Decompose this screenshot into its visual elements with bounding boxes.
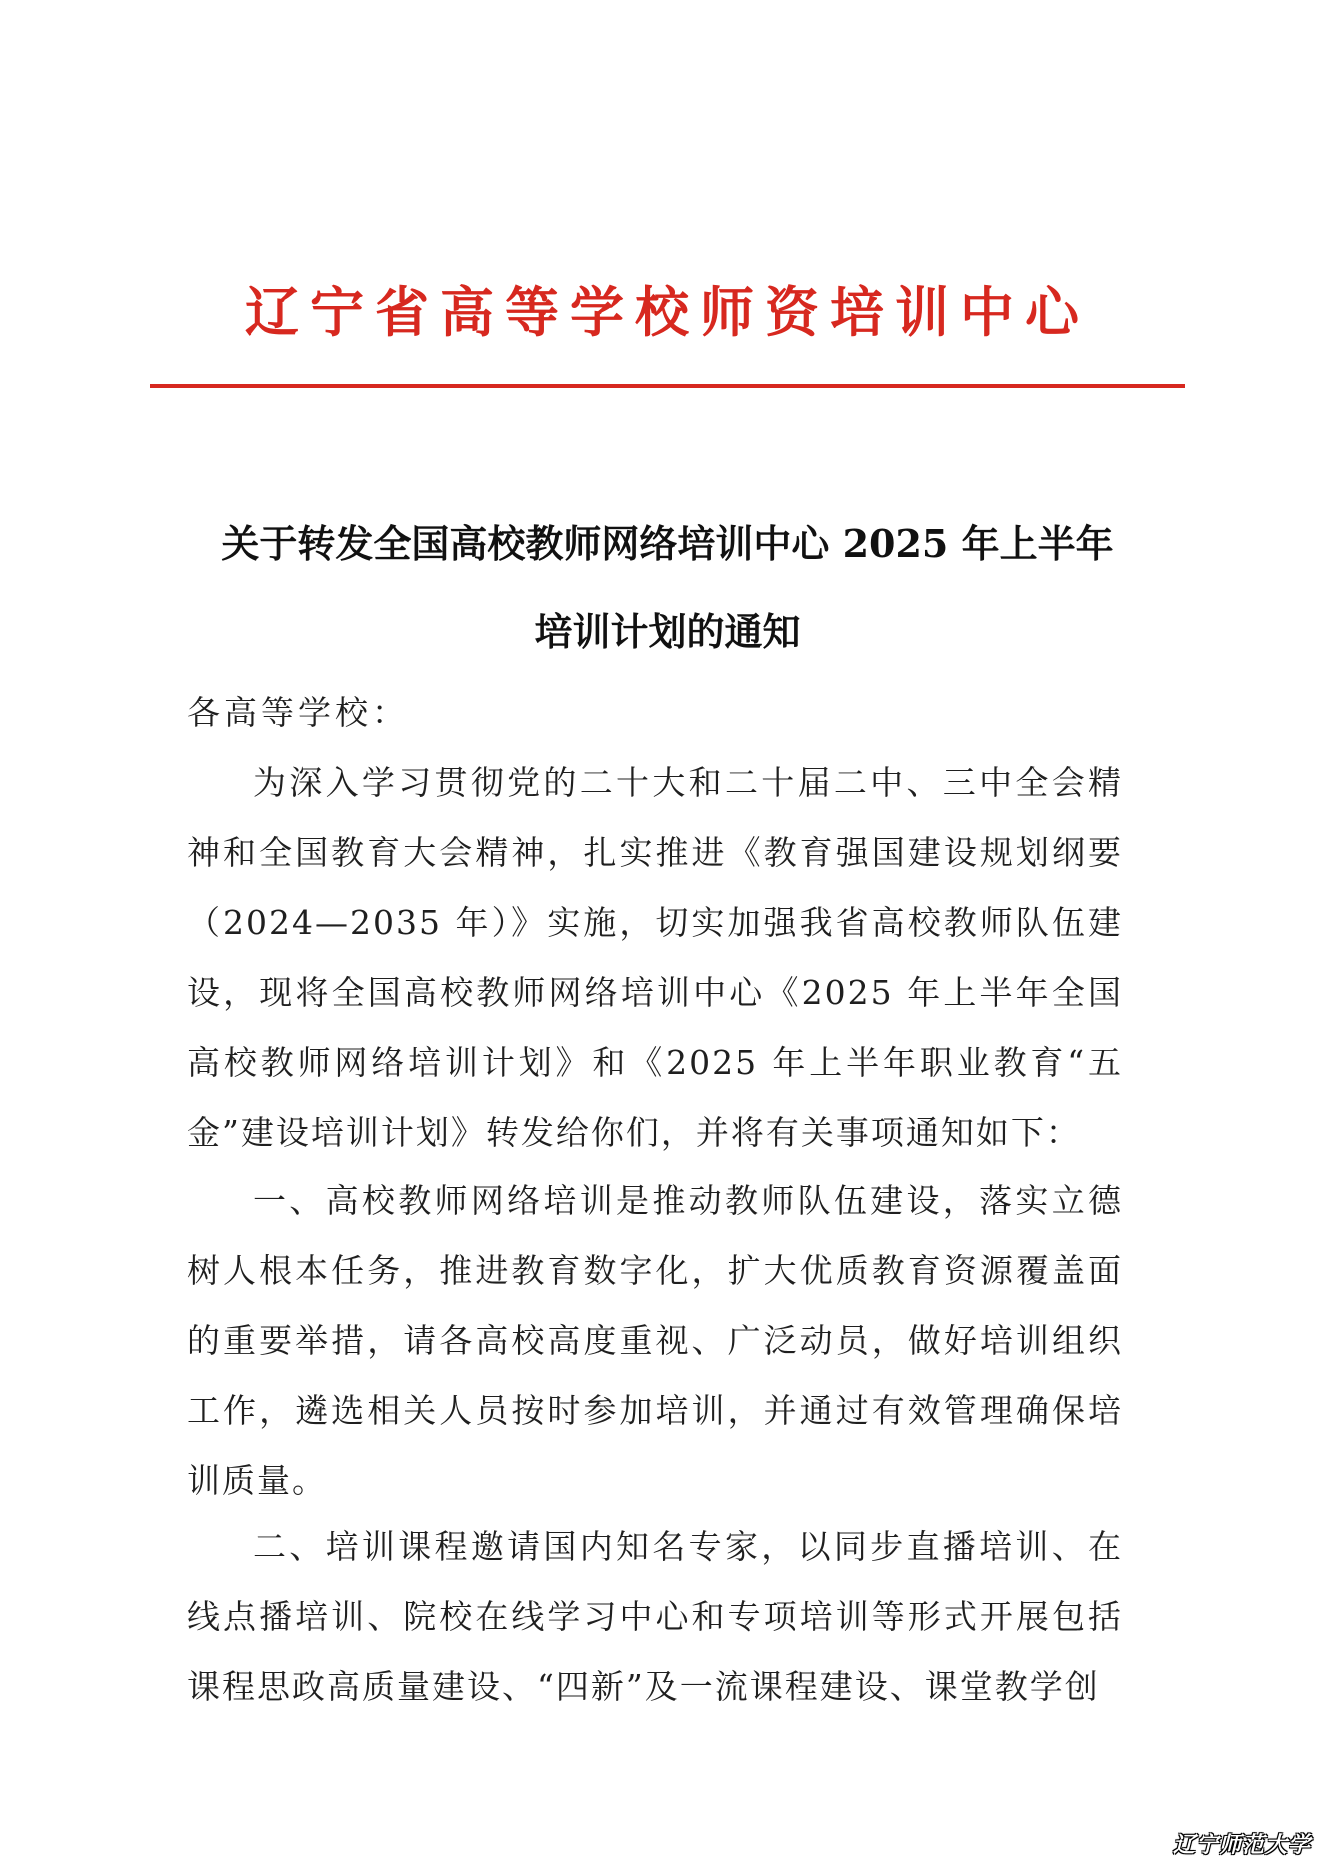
document-title-line2: 培训计划的通知: [534, 609, 801, 654]
organization-header: 辽宁省高等学校师资培训中心: [245, 281, 1090, 344]
paragraph-item-two: 二、培训课程邀请国内知名专家，以同步直播培训、在线点播培训、院校在线学习中心和专项培训等形式开展包括课程思政高质量建设、“四新”及一流课程建设、课堂教学创: [187, 1527, 1123, 1706]
source-watermark: 辽宁师范大学: [1172, 1833, 1311, 1858]
paragraph-item-one: 一、高校教师网络培训是推动教师队伍建设，落实立德树人根本任务，推进教育数字化，扩大优质教育资源覆盖面的重要举措，请各高校高度重视、广泛动员，做好培训组织工作，遴选相关人员按时参加培训，并通过有效管理确保培训质量。: [187, 1181, 1123, 1500]
paragraph-intro: 为深入学习贯彻党的二十大和二十届二中、三中全会精神和全国教育大会精神，扎实推进《教育强国建设规划纲要（2024—2035 年）》实施，切实加强我省高校教师队伍建设，现将全国高校教师网络培训中心《2025 年上半年全国高校教师网络培训计划》和《2025 年上半年职业教育“五金”建设培训计划》转发给你们，并将有关事项通知如下：: [187, 763, 1123, 1152]
document-title-line1: 关于转发全国高校教师网络培训中心 2025 年上半年: [221, 521, 1114, 566]
salutation: 各高等学校：: [187, 693, 409, 732]
header-red-rule: [150, 384, 1185, 388]
